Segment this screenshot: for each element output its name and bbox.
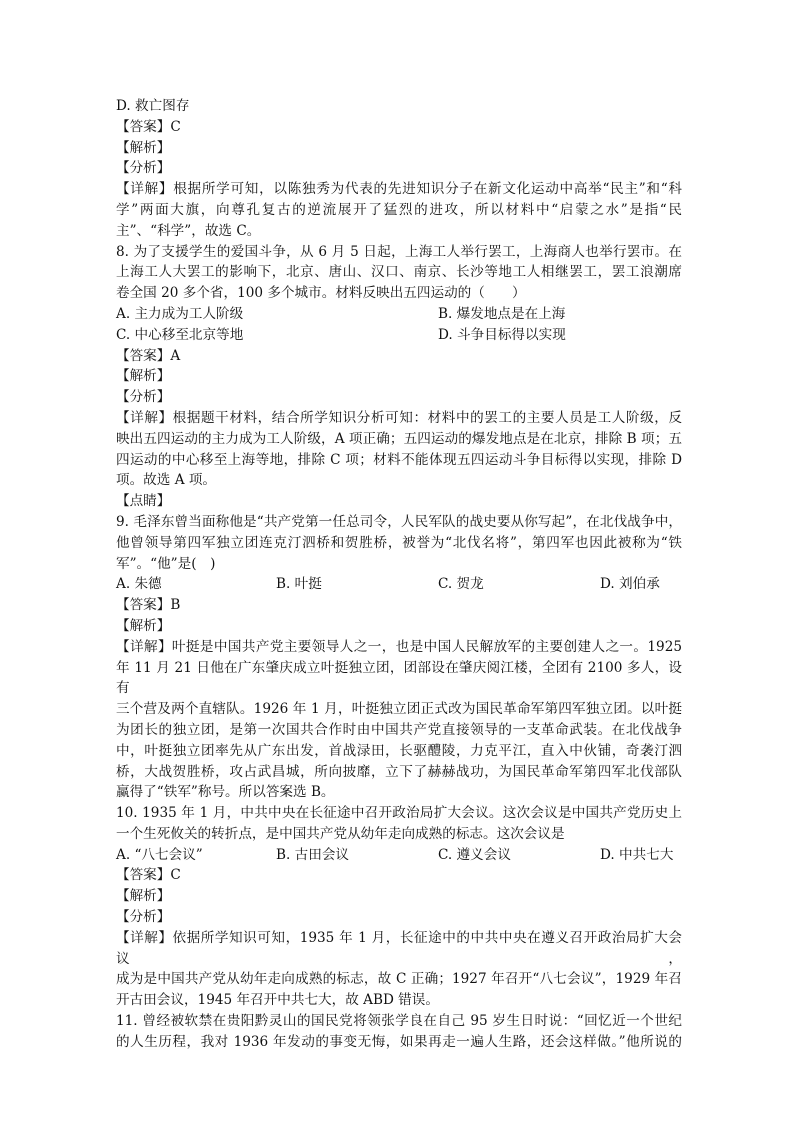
q10-stem-line: 一个生死攸关的转折点，是中国共产党从幼年走向成熟的标志。这次会议是	[116, 825, 565, 842]
q9-option-c: C. 贺龙	[438, 576, 484, 593]
q10-option-b: B. 古田会议	[276, 846, 350, 863]
q8-detail-line: 【详解】根据题干材料，结合所学知识分析可知：材料中的罢工的主要人员是工人阶级，反	[116, 409, 682, 426]
q10-detail-line: 成为是中国共产党从幼年走向成熟的标志，故 C 正确；1927 年召开“八七会议”，1929 年召	[116, 971, 682, 988]
q8-dianjing: 【点睛】	[116, 493, 171, 510]
q9-detail-line: 桥，大战贺胜桥，攻占武昌城，所向披靡，立下了赫赫战功，为国民革命军第四军北伐部队	[116, 763, 682, 780]
q9-option-b: B. 叶挺	[276, 576, 322, 593]
q9-option-a: A. 朱德	[116, 576, 162, 593]
q10-detail-line: 开古田会议，1945 年召开中共七大，故 ABD 错误。	[116, 992, 439, 1009]
q11-stem-line: 11. 曾经被软禁在贵阳黔灵山的国民党将领张学良在自己 95 岁生日时说：“回忆近一个世纪	[116, 1013, 682, 1030]
q10-fenxi: 【分析】	[116, 909, 171, 926]
document-page	[116, 96, 682, 1053]
q7-answer: 【答案】C	[116, 118, 181, 135]
q8-option-b: B. 爆发地点是在上海	[438, 305, 566, 322]
q10-stem-line: 10. 1935 年 1 月，中共中央在长征途中召开政治局扩大会议。这次会议是中国共产党历史上	[116, 805, 682, 822]
q9-detail-line: 年 11 月 21 日他在广东肇庆成立叶挺独立团，团部设在肇庆阅江楼，全团有 2100 多人，设有	[116, 659, 682, 697]
q9-detail-line: 中，叶挺独立团率先从广东出发，首战渌田，长驱醴陵，力克平江，直入中伙铺，奇袭汀泗	[116, 742, 682, 759]
q10-answer: 【答案】C	[116, 867, 181, 884]
q7-detail-line: 学”两面大旗，向尊孔复古的逆流展开了猛烈的进攻，所以材料中“启蒙之水”是指“民	[116, 201, 682, 218]
q9-stem-line: 9. 毛泽东曾当面称他是“共产党第一任总司令，人民军队的战史要从你写起”，在北伐战争中，	[116, 513, 682, 530]
q9-options-row	[116, 574, 682, 595]
q9-detail-line: 赢得了“铁军”称号。所以答案选 B。	[116, 784, 335, 801]
q8-stem-line: 卷全国 20 多个省，100 多个城市。材料反映出五四运动的（ ）	[116, 285, 526, 302]
q8-detail-line: 四运动的中心移至上海等地，排除 C 项；材料不能体现五四运动斗争目标得以实现，排除 D	[116, 451, 682, 468]
q9-detail-line: 三个营及两个直辖队。1926 年 1 月，叶挺独立团正式改为国民革命军第四军独立团。以叶挺	[116, 701, 682, 718]
q7-jiexi: 【解析】	[116, 139, 171, 156]
q9-jiexi: 【解析】	[116, 617, 171, 634]
q10-jiexi: 【解析】	[116, 888, 171, 905]
q8-answer: 【答案】A	[116, 347, 181, 364]
q11-stem-line: 的人生历程，我对 1936 年发动的事变无悔，如果再走一遍人生路，还会这样做。”他所说的	[116, 1033, 682, 1050]
q10-option-d: D. 中共七大	[600, 846, 674, 863]
q9-stem-line: 他曾领导第四军独立团连克汀泗桥和贺胜桥，被誉为“北伐名将”，第四军也因此被称为“铁	[116, 534, 682, 551]
q9-detail-line: 【详解】叶挺是中国共产党主要领导人之一，也是中国人民解放军的主要创建人之一。1925	[116, 638, 682, 655]
q9-detail-line: 为团长的独立团，是第一次国共合作时由中国共产党直接领导的一支革命武装。在北伐战争	[116, 721, 682, 738]
q7-detail-line: 【详解】根据所学可知，以陈独秀为代表的先进知识分子在新文化运动中高举“民主”和“科	[116, 181, 682, 198]
q8-detail-line: 项。故选 A 项。	[116, 472, 217, 489]
q8-option-d: D. 斗争目标得以实现	[438, 326, 566, 343]
q10-options-row	[116, 845, 682, 866]
q8-jiexi: 【解析】	[116, 368, 171, 385]
q8-stem-line: 8. 为了支援学生的爱国斗争，从 6 月 5 日起，上海工人举行罢工，上海商人也举行罢市。在	[116, 243, 682, 260]
q7-fenxi: 【分析】	[116, 160, 171, 177]
q9-option-d: D. 刘伯承	[600, 576, 660, 593]
q10-detail-line: 【详解】依据所学知识可知，1935 年 1 月，长征途中的中共中央在遵义召开政治局扩大会议，	[116, 929, 682, 967]
q8-fenxi: 【分析】	[116, 389, 171, 406]
q10-option-c: C. 遵义会议	[438, 846, 511, 863]
q8-options-row-1	[116, 304, 682, 325]
q9-stem-line: 军”。“他”是( )	[116, 555, 216, 572]
q8-stem-line: 上海工人大罢工的影响下，北京、唐山、汉口、南京、长沙等地工人相继罢工，罢工浪潮席	[116, 264, 682, 281]
q8-option-a: A. 主力成为工人阶级	[116, 305, 244, 322]
q10-option-a: A. “八七会议”	[116, 846, 203, 863]
q8-options-row-2	[116, 325, 682, 346]
q7-option-d: D. 救亡图存	[116, 98, 190, 114]
q8-option-c: C. 中心移至北京等地	[116, 326, 244, 343]
q9-answer: 【答案】B	[116, 597, 181, 614]
q7-detail-line: 主”、“科学”，故选 C。	[116, 222, 261, 239]
q8-detail-line: 映出五四运动的主力成为工人阶级，A 项正确；五四运动的爆发地点是在北京，排除 B 项；五	[116, 430, 682, 447]
